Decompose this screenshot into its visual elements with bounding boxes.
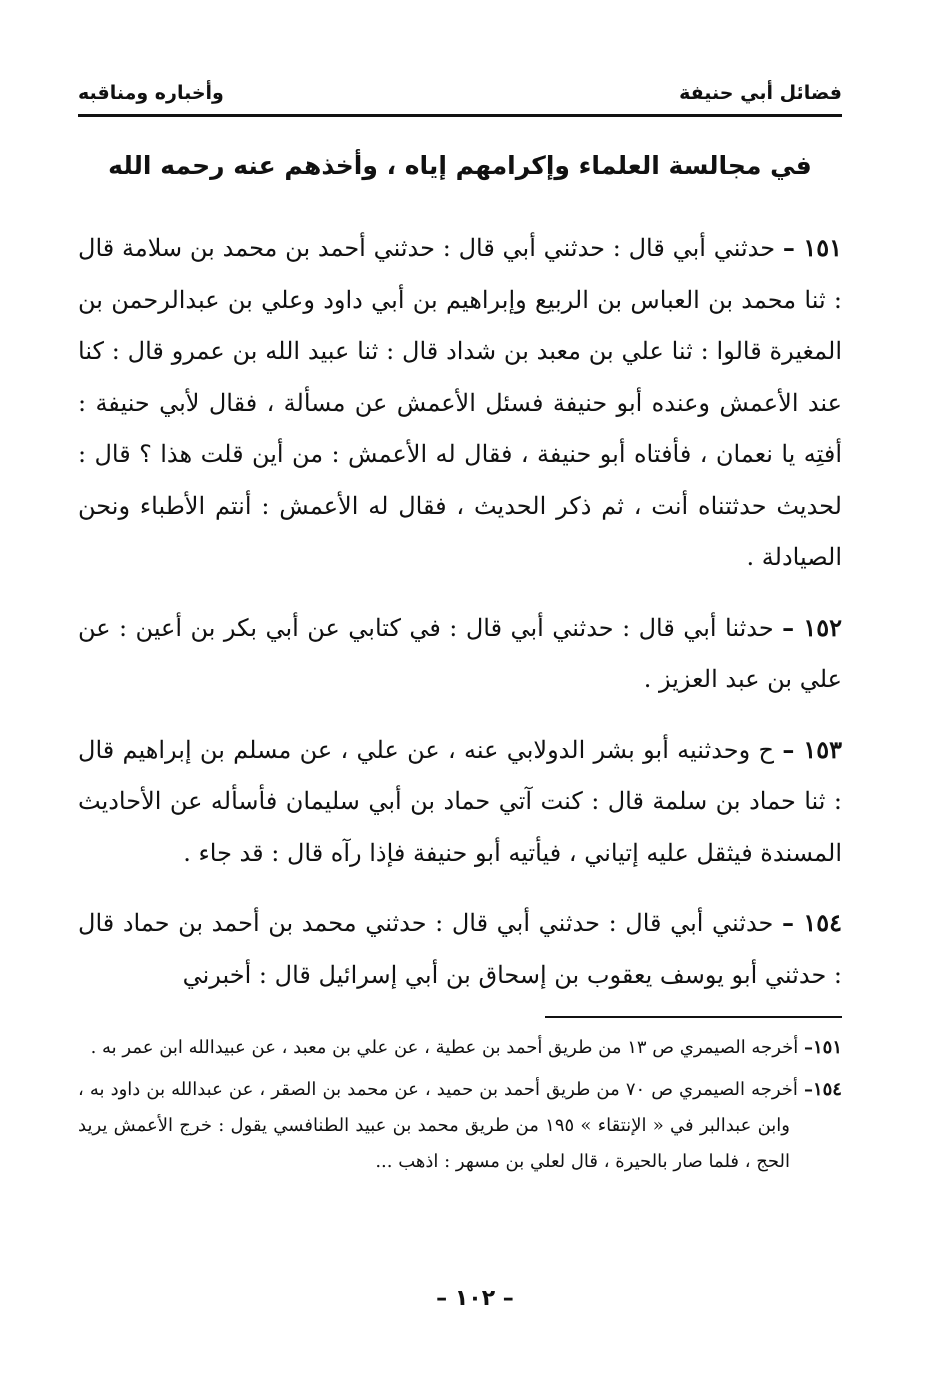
paragraph-154 — [78, 897, 842, 1001]
paragraph-text: ح وحدثنيه أبو بشر الدولابي عنه ، عن علي ، عن مسلم بن إبراهيم قال : ثنا حماد بن سلمة قال : كنت آتي حماد بن أبي سليمان فأسأله عن الأحاديث المسندة فيثقل عليه إتياني ، فيأتيه أبو حنيفة فإذا رآه قال : قد جاء . — [78, 735, 843, 867]
header-book-title: فضائل أبي حنيفة — [679, 82, 842, 104]
paragraph-number: ١٥٤ – — [782, 908, 842, 937]
paragraph-153 — [78, 724, 842, 880]
paragraph-text: حدثني أبي قال : حدثني أبي قال : حدثني أحمد بن محمد بن سلامة قال : ثنا محمد بن العباس بن الربيع وإبراهيم بن أبي داود وعلي بن عبدالرحمن بن المغيرة قالوا : ثنا علي بن معبد بن شداد قال : ثنا عبيد الله بن عمرو قال : كنا عند الأعمش وعنده أبو حنيفة فسئل الأعمش عن مسألة ، فقال لأبي حنيفة : أفتِه يا نعمان ، فأفتاه أبو حنيفة ، فقال له الأعمش : من أين قلت هذا ؟ قال : لحديث حدثتناه أنت ، ثم ذكر الحديث ، فقال له الأعمش : أنتم الأطباء ونحن الصيادلة . — [78, 234, 842, 571]
paragraph-152 — [78, 602, 842, 706]
paragraph-number: ١٥٢ – — [782, 612, 842, 642]
page-number: – ١٠٢ – — [436, 1286, 514, 1311]
footnote-text: أخرجه الصيمري ص ٧٠ من طريق أحمد بن حميد ، عن محمد بن الصقر ، عن عبدالله بن داود به ، وابن عبدالبر في « الإنتقاء » ١٩٥ من طريق محمد بن عبيد الطنافسي يقول : خرج الأعمش يريد الحج ، فلما صار بالحيرة ، قال لعلي بن مسهر : اذهب ... — [78, 1079, 798, 1172]
footnotes — [78, 1030, 842, 1186]
header-rule — [78, 114, 842, 117]
paragraph-text: حدثنا أبي قال : حدثني أبي قال : في كتابي عن أبي بكر بن أعين : عن علي بن عبد العزيز . — [78, 613, 842, 693]
paragraph-text: حدثني أبي قال : حدثني أبي قال : حدثني محمد بن أحمد بن حماد قال : حدثني أبو يوسف يعقوب بن إسحاق بن أبي إسرائيل قال : أخبرني — [78, 909, 842, 989]
footnote-154 — [78, 1072, 842, 1180]
footnote-rule — [545, 1016, 842, 1018]
body-text — [78, 222, 842, 1019]
section-title: في مجالسة العلماء وإكرامهم إياه ، وأخذهم عنه رحمه الله — [108, 151, 812, 180]
footnote-number: ١٥١– — [803, 1037, 842, 1058]
paragraph-number: ١٥٣ – — [782, 734, 842, 764]
footnote-number: ١٥٤– — [803, 1079, 842, 1100]
paragraph-number: ١٥١ – — [782, 233, 842, 262]
paragraph-151 — [78, 222, 842, 584]
footnote-text: أخرجه الصيمري ص ١٣ من طريق أحمد بن عطية ، عن علي بن معبد ، عن عبيدالله ابن عمر به . — [90, 1037, 799, 1058]
header-subtitle: وأخباره ومناقبه — [78, 82, 224, 104]
running-header — [78, 78, 842, 110]
footnote-151 — [78, 1030, 842, 1066]
